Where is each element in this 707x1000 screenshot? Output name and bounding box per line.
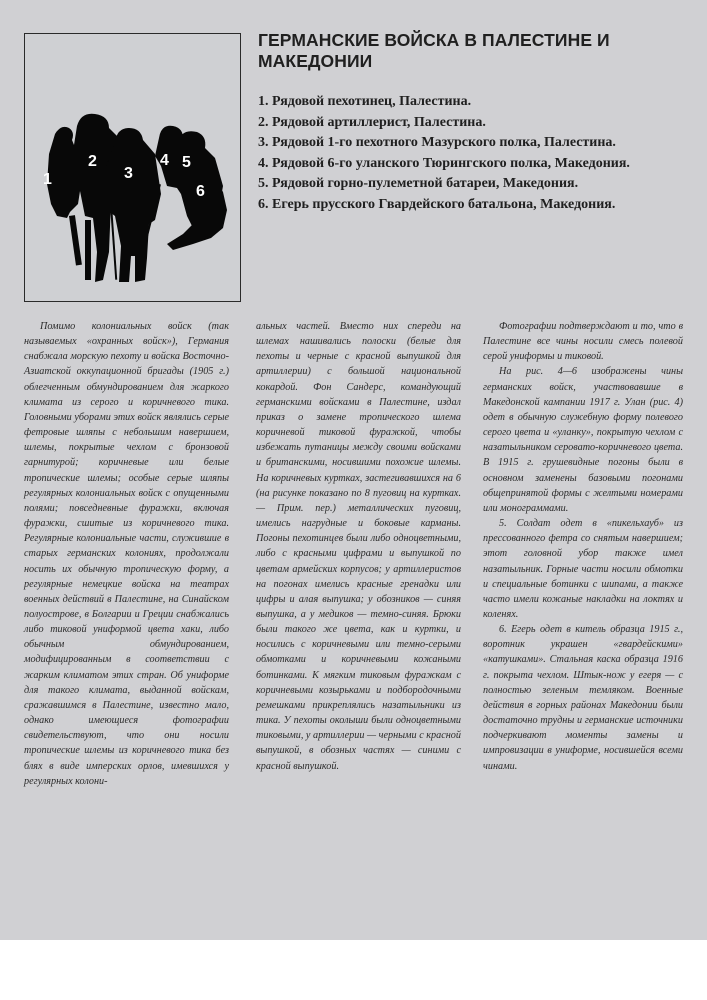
column-3-paragraph-4: 6. Егерь одет в китель образца 1915 г., воротник украшен «гвардейскими» «катушками». Стальная каска образца 1916 г. покрыта чехлом. Штык-нож у егеря — с полностью зеленым темляком. Военные действия в горных районах Македонии были достаточно трудны и германские источники подчеркивают моменты замены и импровизации в униформе, носившейся всеми чинами. xyxy=(483,624,683,772)
text-column-3 xyxy=(483,319,683,774)
figure-number-3: 3 xyxy=(124,165,133,182)
plate-caption-5: 5. Рядовой горно-пулеметной батареи, Македония. xyxy=(258,176,579,191)
figure-number-5: 5 xyxy=(182,154,191,171)
figure-number-6: 6 xyxy=(196,183,205,200)
silhouette-key-figure xyxy=(24,33,241,302)
plate-caption-4: 4. Рядовой 6-го уланского Тюрингского полка, Македония. xyxy=(258,155,630,171)
plate-caption-list xyxy=(258,92,688,215)
column-1-paragraph: Помимо колониальных войск (так называемых «охранных войск»), Германия снабжала морскую пехоту и войска Восточно-Азиатской оккупационной бригады (1905 г.) облегченным обмундированием для жаркого климата из серого и коричневого тика. Головными уборами этих войск являлись серые фетровые шляпы с небольшим навершием, шлемы, покрытые чехлом с бронзовой гарнитурой; коричневые или белые тропические шлемы; особые серые шляпы регулярных колониальных войск с опущенными полями; повседневные фуражки, включая фуражки, сшитые из коричневого тика. Регулярные колониальные части, служившие в старых германских колониях, продолжали носить их обычную тропическую форму, а регулярные немецкие войска на театрах военных действий в Палестине, на Синайском полуострове, в Болгарии и Греции снабжались либо тиковой униформой цвета хаки, либо обычным обмундированием, модифицированным в соответствии с жарким климатом этих стран. Об униформе для такого климата, выданной войскам, сражавшимся в Палестине, известно мало, однако имеющиеся фотографии свидетельствуют, что они носили тропические шлемы из коричневого тика без блях в виде имперских орлов, имевшихся у регулярных колони- xyxy=(24,321,229,787)
column-2-paragraph: альных частей. Вместо них спереди на шлемах нашивались полоски (белые для пехоты и черные с красной выпушкой для артиллерии) с большой национальной кокардой. Фон Сандерс, командующий германскими войсками в Палестине, издал приказ о замене тропического шлема коричневой тиковой фуражкой, чтобы избежать путаницы между своими войсками и британскими, носившими похожие шлемы. На коричневых куртках, застегивавшихся на 6 (на рисунке показано по 8 пуговиц на куртках. — Прим. пер.) металлических пуговиц, имелись нагрудные и боковые карманы. Погоны пехотинцев были либо одноцветными, либо с красными цифрами и выпушкой по цветам армейских корпусов; у артиллеристов на погонах имелись красные гренадки или цифры и алая выпушка; у обозников — синяя выпушка, а у медиков — темно-синяя. Брюки были такого же цвета, как и куртки, и носились с коричневыми или темно-серыми обмотками и коричневыми кожаными ботинками. К мягким тиковым фуражкам с коричневыми козырьками и подбородочными ремешками прикреплялись назатыльники из тика. У пехоты околыши были одноцветными тиковыми, у артиллерии — черными с красной выпушкой, в обозных частях — синими с красной выпушкой. xyxy=(256,321,461,772)
figure-number-2: 2 xyxy=(88,153,97,170)
text-column-2 xyxy=(256,319,461,774)
column-3-paragraph-3: 5. Солдат одет в «пикельхауб» из прессованного фетра со снятым навершием; этот головной убор также имел назатыльник. Горные части носили обмотки и специальные ботинки с шипами, а также часто имели кожаные накладки на локтях и коленях. xyxy=(483,518,683,620)
plate-caption-2: 2. Рядовой артиллерист, Палестина. xyxy=(258,114,486,130)
column-3-paragraph-2: На рис. 4—6 изображены чины германских войск, участвовавшие в Македонской кампании 1917 г. Улан (рис. 4) одет в обычную служебную форму полевого серого цвета и «уланку», покрытую чехлом с назатыльником серовато-коричневого цвета. В 1915 г. грушевидные погоны были в основном заменены базовыми погонами общепринятой формы с желтыми номерами или монограммами. xyxy=(483,366,683,514)
page-title: ГЕРМАНСКИЕ ВОЙСКА В ПАЛЕСТИНЕ И МАКЕДОНИИ xyxy=(258,30,610,71)
plate-caption-1: 1. Рядовой пехотинец, Палестина. xyxy=(258,94,472,109)
figure-number-1: 1 xyxy=(43,171,52,188)
plate-caption-3: 3. Рядовой 1-го пехотного Мазурского полка, Палестина. xyxy=(258,135,616,150)
soldier-silhouettes xyxy=(25,34,240,301)
plate-caption-6: 6. Егерь прусского Гвардейского батальона, Македония. xyxy=(258,196,616,212)
figure-number-4: 4 xyxy=(160,152,169,169)
column-3-paragraph-1: Фотографии подтверждают и то, что в Палестине все чины носили смесь полевой серой униформы и тиковой. xyxy=(483,321,683,363)
silhouette-3 xyxy=(105,128,161,282)
text-column-1 xyxy=(24,319,229,789)
